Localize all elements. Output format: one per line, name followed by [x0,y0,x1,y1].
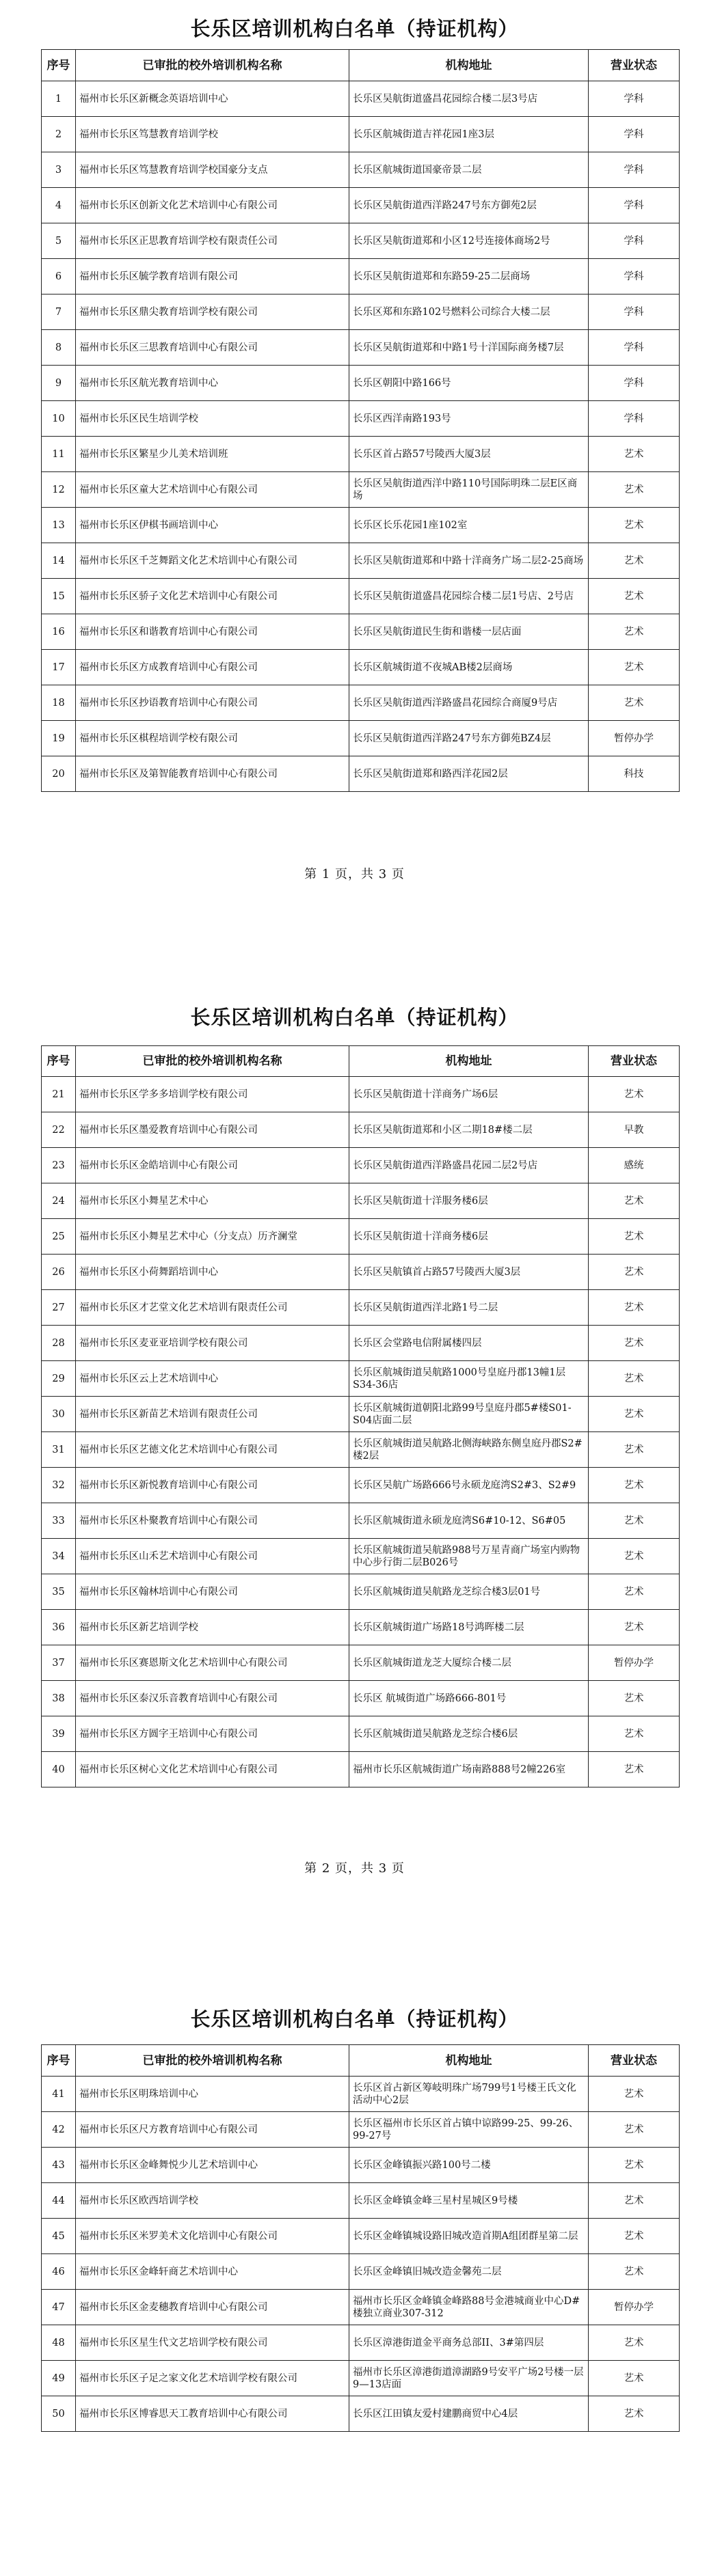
institution-name: 福州市长乐区才艺堂文化艺术培训有限责任公司 [76,1290,349,1326]
institution-name: 福州市长乐区千芝舞蹈文化艺术培训中心有限公司 [76,543,349,579]
institution-name: 福州市长乐区和谐教育培训中心有限公司 [76,614,349,650]
institution-address: 长乐区吴航街道西洋路247号东方御苑2层 [349,188,589,223]
table-row [42,81,680,117]
institution-name: 福州市长乐区墨爱教育培训中心有限公司 [76,1112,349,1148]
table-row [42,294,680,330]
institution-address: 长乐区航城街道朝阳北路99号皇庭丹郡5#楼S01-S04店面二层 [349,1397,589,1432]
row-index: 44 [42,2183,76,2219]
business-status: 艺术 [589,579,680,614]
table-row [42,472,680,508]
business-status: 学科 [589,188,680,223]
institution-address: 福州市长乐区航城街道广场南路888号2幢226室 [349,1752,589,1787]
row-index: 20 [42,756,76,792]
business-status: 艺术 [589,1219,680,1255]
row-index: 32 [42,1468,76,1503]
table-row [42,1539,680,1574]
institution-address: 长乐区福州市长乐区首占镇中谅路99-25、99-26、99-27号 [349,2112,589,2148]
table-row [42,259,680,294]
institution-name: 福州市长乐区金峰轩商艺术培训中心 [76,2254,349,2290]
institution-address: 长乐区金峰镇振兴路100号二楼 [349,2148,589,2183]
institution-address: 长乐区吴航街道郑和小区12号连接体商场2号 [349,223,589,259]
institution-name: 福州市长乐区金峰舞悦少儿艺术培训中心 [76,2148,349,2183]
business-status: 暂停办学 [589,1645,680,1681]
table-row [42,1397,680,1432]
institution-address: 长乐区航城街道吴航路1000号皇庭丹郡13幢1层S34-36店 [349,1361,589,1397]
table-row [42,366,680,401]
row-index: 17 [42,650,76,685]
institution-name: 福州市长乐区翰林培训中心有限公司 [76,1574,349,1610]
institution-address: 长乐区首占路57号陵西大厦3层 [349,437,589,472]
row-index: 40 [42,1752,76,1787]
table-row [42,1681,680,1716]
table-row [42,117,680,152]
business-status: 艺术 [589,2148,680,2183]
business-status: 学科 [589,259,680,294]
institution-address: 长乐区吴航街道郑和路西洋花园2层 [349,756,589,792]
institution-address: 长乐区吴航镇首占路57号陵西大厦3层 [349,1255,589,1290]
header-index: 序号 [42,50,76,81]
business-status: 艺术 [589,2112,680,2148]
table-row [42,2325,680,2361]
business-status: 学科 [589,294,680,330]
business-status: 艺术 [589,437,680,472]
table-row [42,401,680,437]
row-index: 42 [42,2112,76,2148]
row-index: 4 [42,188,76,223]
whitelist-table [41,1045,680,1787]
row-index: 46 [42,2254,76,2290]
institution-address: 长乐区航城街道吴航路龙芝综合楼3层01号 [349,1574,589,1610]
row-index: 15 [42,579,76,614]
table-row [42,2396,680,2432]
row-index: 47 [42,2290,76,2325]
institution-name: 福州市长乐区金皓培训中心有限公司 [76,1148,349,1183]
institution-address: 长乐区航城街道永硕龙庭湾S6#10-12、S6#05 [349,1503,589,1539]
institution-name: 福州市长乐区赛恩斯文化艺术培训中心有限公司 [76,1645,349,1681]
table-row [42,2290,680,2325]
row-index: 22 [42,1112,76,1148]
table-row [42,1645,680,1681]
row-index: 21 [42,1077,76,1112]
row-index: 16 [42,614,76,650]
row-index: 8 [42,330,76,366]
business-status: 艺术 [589,1610,680,1645]
business-status: 早教 [589,1112,680,1148]
institution-name: 福州市长乐区伊棋书画培训中心 [76,508,349,543]
business-status: 艺术 [589,2183,680,2219]
institution-address: 长乐区吴航街道西洋路盛昌花园二层2号店 [349,1148,589,1183]
institution-name: 福州市长乐区方成教育培训中心有限公司 [76,650,349,685]
row-index: 41 [42,2077,76,2112]
business-status: 艺术 [589,1326,680,1361]
institution-name: 福州市长乐区新悦教育培训中心有限公司 [76,1468,349,1503]
institution-address: 长乐区航城街道吴航路龙芝综合楼6层 [349,1716,589,1752]
business-status: 艺术 [589,1539,680,1574]
institution-address: 长乐区吴航街道盛昌花园综合楼二层1号店、2号店 [349,579,589,614]
table-row [42,543,680,579]
institution-name: 福州市长乐区小舞星艺术中心 [76,1183,349,1219]
business-status: 艺术 [589,650,680,685]
row-index: 33 [42,1503,76,1539]
business-status: 艺术 [589,1468,680,1503]
table-row [42,1077,680,1112]
institution-name: 福州市长乐区抄语教育培训中心有限公司 [76,685,349,721]
institution-address: 长乐区首占新区筹岐明珠广场799号1号楼王氏文化活动中心2层 [349,2077,589,2112]
row-index: 13 [42,508,76,543]
business-status: 艺术 [589,1574,680,1610]
row-index: 10 [42,401,76,437]
institution-name: 福州市长乐区航光教育培训中心 [76,366,349,401]
institution-address: 长乐区吴航街道民生街和谐楼一层店面 [349,614,589,650]
table-body [42,81,680,792]
institution-address: 长乐区会堂路电信附属楼四层 [349,1326,589,1361]
row-index: 2 [42,117,76,152]
row-index: 26 [42,1255,76,1290]
business-status: 艺术 [589,1290,680,1326]
header-name: 已审批的校外培训机构名称 [76,2045,349,2077]
header-status: 营业状态 [589,2045,680,2077]
institution-name: 福州市长乐区博睿思天工教育培训中心有限公司 [76,2396,349,2432]
institution-name: 福州市长乐区方圆字王培训中心有限公司 [76,1716,349,1752]
table-row [42,330,680,366]
row-index: 31 [42,1432,76,1468]
business-status: 艺术 [589,1432,680,1468]
business-status: 学科 [589,401,680,437]
page-number: 第 2 页，共 3 页 [304,1861,405,1876]
table-row [42,188,680,223]
institution-name: 福州市长乐区朴聚教育培训中心有限公司 [76,1503,349,1539]
table-row [42,1361,680,1397]
table-row [42,1574,680,1610]
business-status: 艺术 [589,508,680,543]
institution-name: 福州市长乐区及第智能教育培训中心有限公司 [76,756,349,792]
institution-address: 长乐区吴航街道盛昌花园综合楼二层3号店 [349,81,589,117]
table-row [42,1255,680,1290]
institution-name: 福州市长乐区正思教育培训学校有限责任公司 [76,223,349,259]
row-index: 35 [42,1574,76,1610]
institution-address: 长乐区金峰镇金峰三星村星城区9号楼 [349,2183,589,2219]
table-row [42,508,680,543]
institution-address: 长乐区吴航街道十洋商务楼6层 [349,1219,589,1255]
institution-address: 福州市长乐区金峰镇金峰路88号金港城商业中心D#楼独立商业307-312 [349,2290,589,2325]
institution-address: 长乐区吴航街道西洋中路110号国际明珠二层E区商场 [349,472,589,508]
row-index: 50 [42,2396,76,2432]
institution-name: 福州市长乐区小舞星艺术中心（分支点）历齐澜堂 [76,1219,349,1255]
table-body [42,2077,680,2432]
institution-name: 福州市长乐区笃慧教育培训学校 [76,117,349,152]
business-status: 艺术 [589,1681,680,1716]
institution-address: 长乐区吴航街道西洋北路1号二层 [349,1290,589,1326]
row-index: 25 [42,1219,76,1255]
institution-address: 长乐区吴航街道十洋服务楼6层 [349,1183,589,1219]
header-name: 已审批的校外培训机构名称 [76,50,349,81]
institution-address: 长乐区长乐花园1座102室 [349,508,589,543]
business-status: 艺术 [589,614,680,650]
institution-name: 福州市长乐区明珠培训中心 [76,2077,349,2112]
table-row [42,1219,680,1255]
institution-address: 长乐区吴航街道郑和中路1号十洋国际商务楼7层 [349,330,589,366]
table-row [42,614,680,650]
institution-name: 福州市长乐区树心文化艺术培训中心有限公司 [76,1752,349,1787]
table-row [42,650,680,685]
row-index: 27 [42,1290,76,1326]
institution-name: 福州市长乐区新艺培训学校 [76,1610,349,1645]
institution-name: 福州市长乐区繁星少儿美术培训班 [76,437,349,472]
header-status: 营业状态 [589,50,680,81]
institution-name: 福州市长乐区欧西培训学校 [76,2183,349,2219]
institution-address: 长乐区吴航广场路666号永硕龙庭湾S2#3、S2#9 [349,1468,589,1503]
table-row [42,1326,680,1361]
business-status: 艺术 [589,543,680,579]
institution-address: 长乐区航城街道吴航路北侧海峡路东侧皇庭丹郡S2#楼2层 [349,1432,589,1468]
business-status: 感统 [589,1148,680,1183]
table-row [42,1112,680,1148]
row-index: 28 [42,1326,76,1361]
institution-name: 福州市长乐区小荷舞蹈培训中心 [76,1255,349,1290]
row-index: 36 [42,1610,76,1645]
business-status: 艺术 [589,472,680,508]
table-row [42,579,680,614]
row-index: 43 [42,2148,76,2183]
institution-name: 福州市长乐区三思教育培训中心有限公司 [76,330,349,366]
institution-name: 福州市长乐区麦亚亚培训学校有限公司 [76,1326,349,1361]
row-index: 12 [42,472,76,508]
institution-name: 福州市长乐区骄子文化艺术培训中心有限公司 [76,579,349,614]
business-status: 学科 [589,223,680,259]
row-index: 5 [42,223,76,259]
table-row [42,1148,680,1183]
table-row [42,2112,680,2148]
table-row [42,721,680,756]
row-index: 49 [42,2361,76,2396]
header-index: 序号 [42,2045,76,2077]
business-status: 艺术 [589,2396,680,2432]
row-index: 3 [42,152,76,188]
business-status: 艺术 [589,1397,680,1432]
business-status: 艺术 [589,1255,680,1290]
row-index: 34 [42,1539,76,1574]
institution-address: 长乐区吴航街道郑和中路十洋商务广场二层2-25商场 [349,543,589,579]
business-status: 艺术 [589,2361,680,2396]
business-status: 学科 [589,117,680,152]
page-title: 长乐区培训机构白名单（持证机构） [190,17,519,40]
institution-address: 长乐区吴航街道郑和小区二期18#楼二层 [349,1112,589,1148]
row-index: 24 [42,1183,76,1219]
row-index: 37 [42,1645,76,1681]
table-row [42,1752,680,1787]
institution-address: 长乐区航城街道国豪帝景二层 [349,152,589,188]
institution-name: 福州市长乐区新概念英语培训中心 [76,81,349,117]
institution-address: 长乐区吴航街道西洋路247号东方御苑BZ4层 [349,721,589,756]
header-name: 已审批的校外培训机构名称 [76,1046,349,1077]
header-address: 机构地址 [349,50,589,81]
institution-address: 长乐区漳港街道金平商务总部II、3#第四层 [349,2325,589,2361]
institution-address: 长乐区郑和东路102号燃料公司综合大楼二层 [349,294,589,330]
row-index: 11 [42,437,76,472]
table-row [42,1716,680,1752]
institution-address: 长乐区江田镇友爱村建鹏商贸中心4层 [349,2396,589,2432]
institution-address: 长乐区航城街道吉祥花园1座3层 [349,117,589,152]
table-row [42,2219,680,2254]
table-row [42,1610,680,1645]
row-index: 7 [42,294,76,330]
table-row [42,2148,680,2183]
table-row [42,437,680,472]
table-row [42,756,680,792]
page-title: 长乐区培训机构白名单（持证机构） [190,2008,519,2031]
institution-address: 长乐区吴航街道郑和东路59-25二层商场 [349,259,589,294]
row-index: 18 [42,685,76,721]
institution-name: 福州市长乐区创新文化艺术培训中心有限公司 [76,188,349,223]
institution-name: 福州市长乐区云上艺术培训中心 [76,1361,349,1397]
business-status: 艺术 [589,2219,680,2254]
whitelist-table [41,2044,680,2432]
business-status: 艺术 [589,2325,680,2361]
business-status: 学科 [589,366,680,401]
institution-name: 福州市长乐区民生培训学校 [76,401,349,437]
business-status: 学科 [589,152,680,188]
institution-name: 福州市长乐区艺德文化艺术培训中心有限公司 [76,1432,349,1468]
table-row [42,2361,680,2396]
header-address: 机构地址 [349,2045,589,2077]
table-row [42,1290,680,1326]
institution-name: 福州市长乐区鼎尖教育培训学校有限公司 [76,294,349,330]
table-row [42,1468,680,1503]
table-row [42,2077,680,2112]
institution-address: 长乐区航城街道吴航路988号万星青商广场室内购物中心步行街二层B026号 [349,1539,589,1574]
institution-name: 福州市长乐区米罗美术文化培训中心有限公司 [76,2219,349,2254]
institution-name: 福州市长乐区学多多培训学校有限公司 [76,1077,349,1112]
institution-address: 长乐区航城街道不夜城AB楼2层商场 [349,650,589,685]
business-status: 暂停办学 [589,721,680,756]
table-row [42,2183,680,2219]
business-status: 艺术 [589,1503,680,1539]
institution-address: 福州市长乐区漳港街道漳湖路9号安平广场2号楼一层9—13店面 [349,2361,589,2396]
business-status: 艺术 [589,1716,680,1752]
institution-name: 福州市长乐区金麦穗教育培训中心有限公司 [76,2290,349,2325]
table-row [42,152,680,188]
business-status: 艺术 [589,1183,680,1219]
institution-address: 长乐区朝阳中路166号 [349,366,589,401]
row-index: 14 [42,543,76,579]
table-row [42,223,680,259]
institution-address: 长乐区西洋南路193号 [349,401,589,437]
institution-address: 长乐区吴航街道十洋商务广场6层 [349,1077,589,1112]
institution-address: 长乐区金峰镇旧城改造金馨苑二层 [349,2254,589,2290]
row-index: 39 [42,1716,76,1752]
institution-name: 福州市长乐区星生代文艺培训学校有限公司 [76,2325,349,2361]
table-row [42,1183,680,1219]
institution-name: 福州市长乐区尺方教育培训中心有限公司 [76,2112,349,2148]
institution-name: 福州市长乐区子足之家文化艺术培训学校有限公司 [76,2361,349,2396]
table-body [42,1077,680,1787]
header-index: 序号 [42,1046,76,1077]
institution-address: 长乐区 航城街道广场路666-801号 [349,1681,589,1716]
table-row [42,2254,680,2290]
row-index: 19 [42,721,76,756]
whitelist-table [41,49,680,792]
row-index: 23 [42,1148,76,1183]
institution-name: 福州市长乐区泰汉乐音教育培训中心有限公司 [76,1681,349,1716]
table-row [42,1432,680,1468]
institution-name: 福州市长乐区棋程培训学校有限公司 [76,721,349,756]
row-index: 48 [42,2325,76,2361]
institution-address: 长乐区航城街道龙芝大厦综合楼二层 [349,1645,589,1681]
row-index: 9 [42,366,76,401]
business-status: 暂停办学 [589,2290,680,2325]
business-status: 艺术 [589,1361,680,1397]
business-status: 艺术 [589,2254,680,2290]
institution-name: 福州市长乐区毓学教育培训有限公司 [76,259,349,294]
institution-name: 福州市长乐区新苗艺术培训有限责任公司 [76,1397,349,1432]
business-status: 艺术 [589,1077,680,1112]
page-number: 第 1 页，共 3 页 [304,867,405,881]
row-index: 30 [42,1397,76,1432]
business-status: 学科 [589,330,680,366]
row-index: 38 [42,1681,76,1716]
institution-name: 福州市长乐区童大艺术培训中心有限公司 [76,472,349,508]
institution-name: 福州市长乐区山禾艺术培训中心有限公司 [76,1539,349,1574]
page-title: 长乐区培训机构白名单（持证机构） [190,1006,519,1029]
business-status: 艺术 [589,2077,680,2112]
institution-address: 长乐区吴航街道西洋路盛昌花园综合商厦9号店 [349,685,589,721]
header-status: 营业状态 [589,1046,680,1077]
institution-address: 长乐区航城街道广场路18号鸿晖楼二层 [349,1610,589,1645]
table-row [42,1503,680,1539]
business-status: 艺术 [589,1752,680,1787]
business-status: 学科 [589,81,680,117]
header-address: 机构地址 [349,1046,589,1077]
institution-address: 长乐区金峰镇城设路旧城改造首期A组团群星第二层 [349,2219,589,2254]
row-index: 1 [42,81,76,117]
table-row [42,685,680,721]
business-status: 科技 [589,756,680,792]
row-index: 6 [42,259,76,294]
business-status: 艺术 [589,685,680,721]
institution-name: 福州市长乐区笃慧教育培训学校国豪分支点 [76,152,349,188]
row-index: 29 [42,1361,76,1397]
row-index: 45 [42,2219,76,2254]
